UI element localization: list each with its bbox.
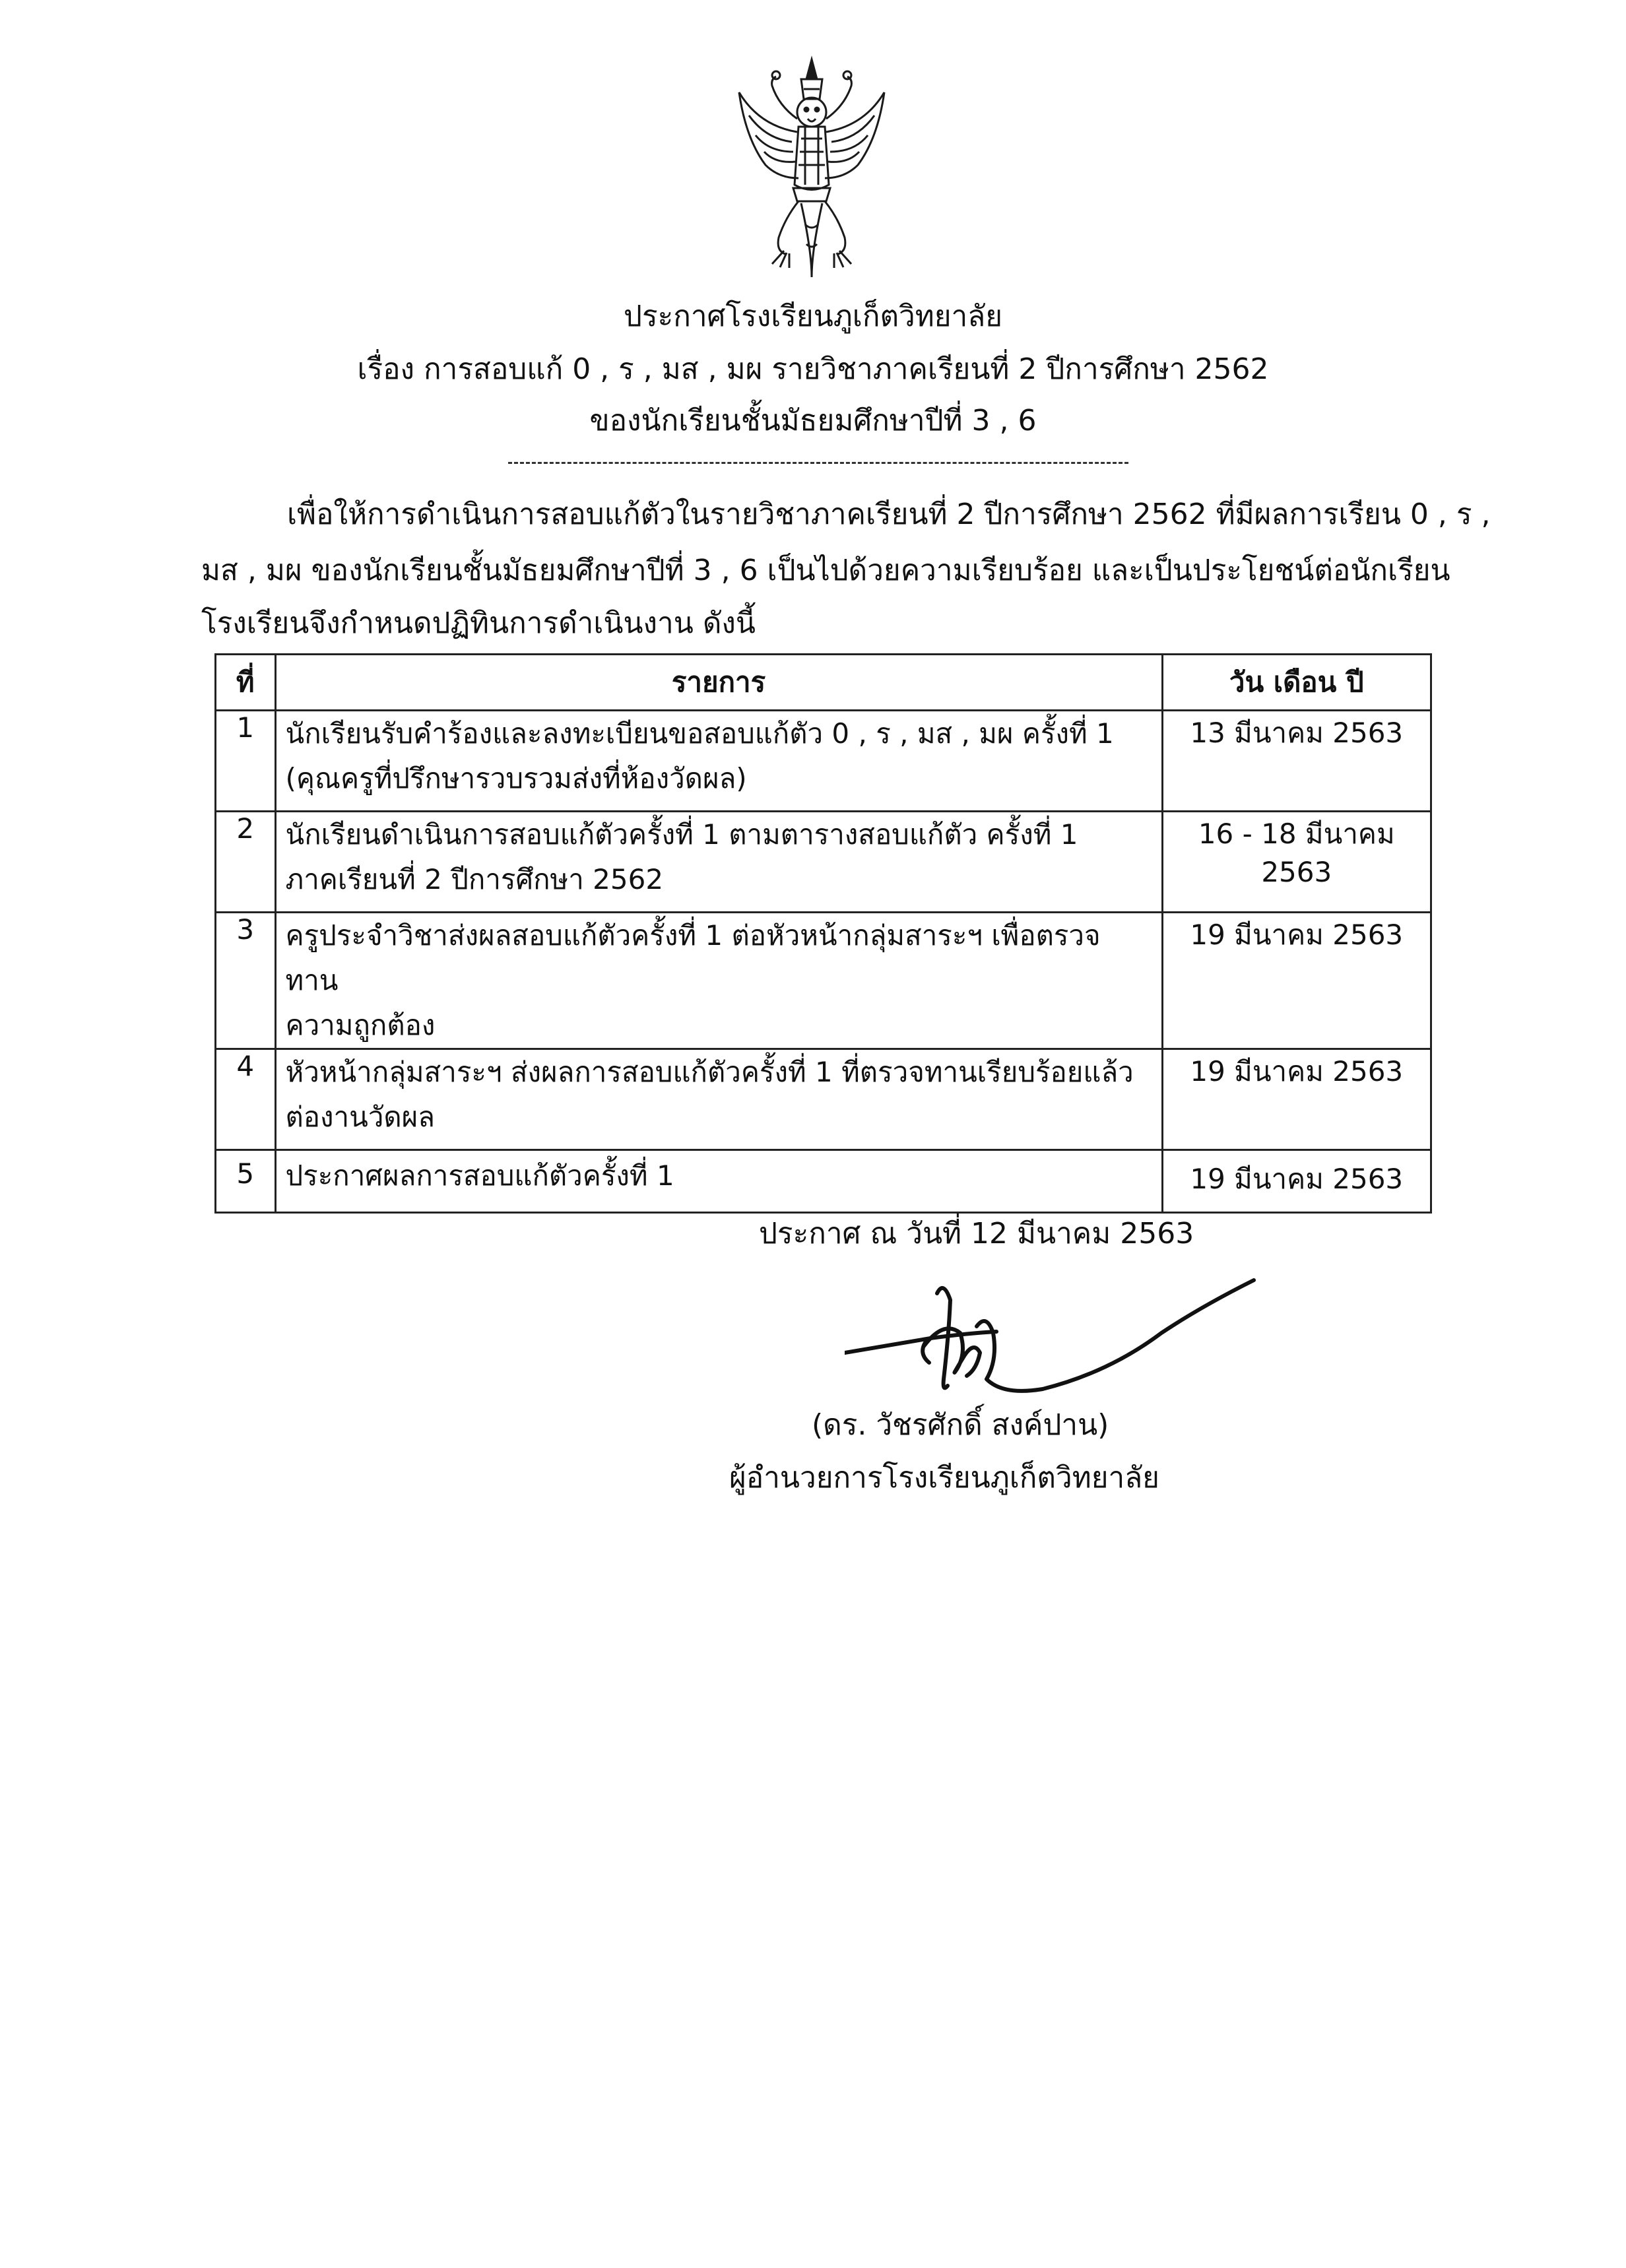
table-row [216, 913, 1431, 1049]
signer-name: (ดร. วัชรศักดิ์ สงค์ปาน) [812, 1408, 1109, 1442]
table-header-row [216, 655, 1431, 711]
row-item-line-1: นักเรียนรับคำร้องและลงทะเบียนขอสอบแก้ตัว 0 , ร , มส , มผ ครั้งที่ 1 [285, 717, 1114, 750]
row-date: 16 - 18 มีนาคม 2563 [1162, 812, 1431, 913]
announcement-title: ประกาศโรงเรียนภูเก็ตวิทยาลัย [624, 300, 1002, 333]
separator-line [508, 462, 1128, 464]
table-row [216, 1049, 1431, 1150]
garuda-emblem-icon [732, 53, 891, 290]
schedule-table [214, 653, 1432, 1214]
row-date: 19 มีนาคม 2563 [1162, 1150, 1431, 1213]
announcement-subject: เรื่อง การสอบแก้ 0 , ร , มส , มผ รายวิชาภาคเรียนที่ 2 ปีการศึกษา 2562 [357, 352, 1269, 386]
row-item [275, 1049, 1162, 1150]
signature-icon [845, 1254, 1267, 1412]
row-number: 5 [216, 1150, 276, 1213]
row-item-line-2: ต่องานวัดผล [285, 1101, 436, 1133]
signer-title: ผู้อำนวยการโรงเรียนภูเก็ตวิทยาลัย [729, 1461, 1159, 1495]
intro-line-3: โรงเรียนจึงกำหนดปฏิทินการดำเนินงาน ดังนี้ [201, 606, 756, 640]
row-item [275, 711, 1162, 812]
intro-line-2: มส , มผ ของนักเรียนชั้นมัธยมศึกษาปีที่ 3 , 6 เป็นไปด้วยความเรียบร้อย และเป็นประโยชน์ต่อนักเรียน [201, 554, 1450, 587]
column-header-date: วัน เดือน ปี [1162, 655, 1431, 711]
row-item [275, 812, 1162, 913]
row-number: 3 [216, 913, 276, 1049]
row-number: 4 [216, 1049, 276, 1150]
row-item-line-2: ความถูกต้อง [285, 1009, 436, 1041]
row-item-line-1: ประกาศผลการสอบแก้ตัวครั้งที่ 1 [285, 1159, 674, 1192]
row-date: 19 มีนาคม 2563 [1162, 1049, 1431, 1150]
announcement-audience: ของนักเรียนชั้นมัธยมศึกษาปีที่ 3 , 6 [589, 404, 1037, 437]
table-row [216, 711, 1431, 812]
row-date: 13 มีนาคม 2563 [1162, 711, 1431, 812]
intro-line-1: เพื่อให้การดำเนินการสอบแก้ตัวในรายวิชาภาคเรียนที่ 2 ปีการศึกษา 2562 ที่มีผลการเรียน 0 , ร , [287, 498, 1491, 531]
row-item [275, 913, 1162, 1049]
row-item-line-1: นักเรียนดำเนินการสอบแก้ตัวครั้งที่ 1 ตามตารางสอบแก้ตัว ครั้งที่ 1 [285, 818, 1078, 851]
table-row [216, 1150, 1431, 1213]
row-number: 1 [216, 711, 276, 812]
row-item-line-1: ครูประจำวิชาส่งผลสอบแก้ตัวครั้งที่ 1 ต่อหัวหน้ากลุ่มสาระฯ เพื่อตรวจทาน [285, 919, 1101, 996]
row-item-line-1: หัวหน้ากลุ่มสาระฯ ส่งผลการสอบแก้ตัวครั้งที่ 1 ที่ตรวจทานเรียบร้อยแล้ว [285, 1056, 1134, 1088]
row-date: 19 มีนาคม 2563 [1162, 913, 1431, 1049]
row-item [275, 1150, 1162, 1213]
column-header-item: รายการ [275, 655, 1162, 711]
table-row [216, 812, 1431, 913]
column-header-no: ที่ [216, 655, 276, 711]
row-number: 2 [216, 812, 276, 913]
row-item-line-2: ภาคเรียนที่ 2 ปีการศึกษา 2562 [285, 863, 664, 895]
row-item-line-2: (คุณครูที่ปรึกษารวบรวมส่งที่ห้องวัดผล) [285, 762, 747, 794]
announcement-date: ประกาศ ณ วันที่ 12 มีนาคม 2563 [759, 1217, 1194, 1250]
